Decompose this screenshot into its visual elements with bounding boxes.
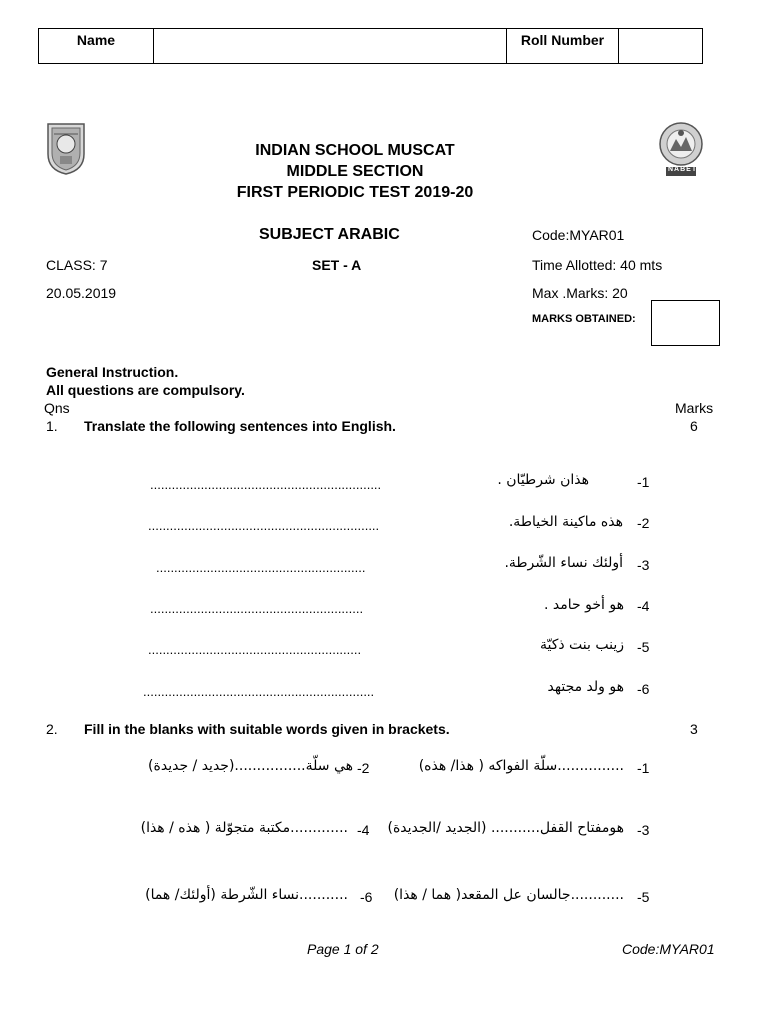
answer-line-4[interactable]: ...........................................................	[150, 601, 364, 616]
q2-num-6: -6	[360, 889, 373, 905]
answer-line-6[interactable]: ................................................................	[143, 684, 375, 699]
class-label: CLASS: 7	[46, 257, 108, 273]
roll-number-field[interactable]	[619, 29, 703, 63]
section-name: MIDDLE SECTION	[286, 163, 424, 180]
page-number: Page 1 of 2	[307, 941, 379, 957]
time-allotted: Time Allotted: 40 mts	[532, 257, 663, 273]
q2-item-2: هي سلّة................(جديد / جديدة)	[148, 758, 353, 774]
max-marks: Max .Marks: 20	[532, 285, 628, 301]
q1-number: 1.	[46, 418, 58, 434]
q2-item-1: ...............سلّة الفواكه ( هذا/ هذه)	[418, 758, 624, 774]
test-name: FIRST PERIODIC TEST 2019-20	[236, 184, 474, 201]
q1-sentence-6: هو ولد مجتهد	[547, 679, 624, 695]
q1-sentence-3: أولئك نساء الشّرطة.	[504, 555, 623, 571]
name-label: Name	[39, 29, 154, 63]
exam-date: 20.05.2019	[46, 285, 117, 301]
q2-text: Fill in the blanks with suitable words given in brackets.	[84, 721, 450, 737]
answer-line-5[interactable]: ...........................................................	[148, 642, 362, 657]
q1-num-6: -6	[637, 681, 650, 697]
nabet-label: NABET	[668, 166, 698, 173]
q1-num-3: -3	[637, 557, 650, 573]
q1-num-5: -5	[637, 639, 650, 655]
instructions-text: All questions are compulsory.	[46, 382, 245, 398]
q2-num-2: -2	[357, 760, 370, 776]
name-roll-table	[38, 28, 703, 64]
q2-marks: 3	[690, 721, 698, 737]
qns-label: Qns	[44, 400, 70, 416]
q1-num-4: -4	[637, 598, 650, 614]
q2-item-4: .............مكتبة متجوّلة ( هذه / هذا)	[140, 820, 348, 836]
subject-title: SUBJECT ARABIC	[259, 226, 400, 243]
school-crest-logo	[44, 120, 88, 181]
name-field[interactable]	[154, 29, 507, 63]
answer-line-1[interactable]: ................................................................	[150, 477, 382, 492]
q1-sentence-2: هذه ماكينة الخياطة.	[508, 514, 623, 530]
q1-num-2: -2	[637, 515, 650, 531]
q2-item-3: هومفتاح القفل........... (الجديد /الجديدة)	[387, 820, 624, 836]
nabet-logo	[656, 121, 706, 182]
marks-label: Marks	[675, 400, 714, 416]
q2-num-1: -1	[637, 760, 650, 776]
q2-item-6: ...........نساء الشّرطة (أولئك/ هما)	[145, 887, 348, 903]
answer-line-2[interactable]: ................................................................	[148, 518, 380, 533]
q2-item-5: ............جالسان عل المقعد( هما / هذا)	[393, 887, 624, 903]
instructions-title: General Instruction.	[46, 364, 179, 380]
q2-num-3: -3	[637, 822, 650, 838]
q1-text: Translate the following sentences into English.	[84, 418, 396, 434]
exam-code: Code:MYAR01	[532, 227, 625, 243]
q1-sentence-5: زينب بنت ذكيّة	[539, 637, 624, 653]
q2-num-5: -5	[637, 889, 650, 905]
answer-line-3[interactable]: ..........................................................	[156, 560, 366, 575]
q1-marks: 6	[690, 418, 698, 434]
roll-number-label: Roll Number	[507, 29, 619, 63]
footer-code: Code:MYAR01	[622, 941, 715, 957]
marks-obtained-label: MARKS OBTAINED:	[532, 313, 636, 325]
school-name: INDIAN SCHOOL MUSCAT	[255, 142, 455, 159]
q1-num-1: -1	[637, 474, 650, 490]
marks-obtained-box[interactable]	[651, 300, 720, 346]
q1-sentence-4: هو أخو حامد .	[544, 597, 624, 613]
q1-sentence-1: هذان شرطيّان .	[497, 472, 589, 488]
q2-number: 2.	[46, 721, 58, 737]
q2-num-4: -4	[357, 822, 370, 838]
set-label: SET - A	[312, 257, 362, 273]
